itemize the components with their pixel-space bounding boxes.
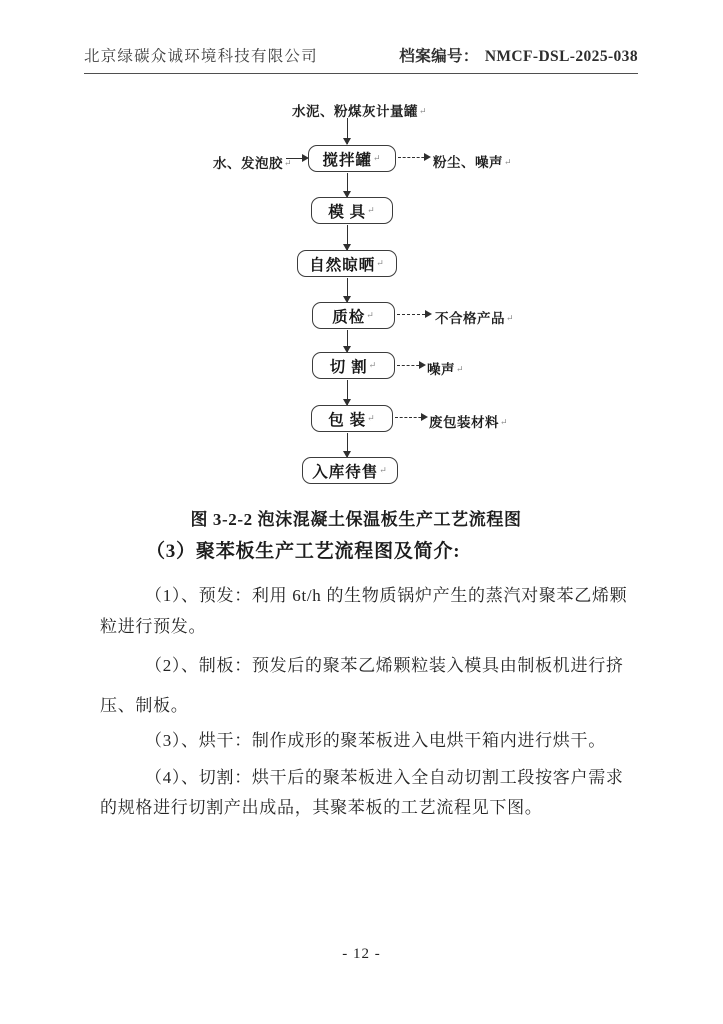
flow-input-label: 水、发泡胶↵: [213, 156, 293, 171]
paragraph-line: 粒进行预发。: [100, 617, 207, 636]
paragraph-line: （4）、切割：烘干后的聚苯板进入全自动切割工段按客户需求: [145, 768, 624, 787]
emission-label-noise: 噪声↵: [427, 362, 465, 377]
emission-label-rejects: 不合格产品↵: [435, 311, 515, 326]
return-mark: ↵: [419, 106, 428, 116]
archive-label: 档案编号：: [399, 48, 479, 65]
flow-arrow-down: [347, 118, 348, 144]
paragraph-line: 压、制板。: [100, 696, 189, 715]
return-mark: ↵: [379, 465, 388, 475]
flow-source-label: 水泥、粉煤灰计量罐↵: [292, 104, 428, 119]
flow-node-mold: 模 具 ↵: [311, 197, 393, 224]
return-mark: ↵: [372, 153, 382, 163]
return-mark: ↵: [367, 413, 376, 423]
flow-node-quality-inspection: 质检 ↵: [312, 302, 395, 329]
paragraph-line: （2）、制板：预发后的聚苯乙烯颗粒装入模具由制板机进行挤: [145, 656, 624, 675]
archive-number-field: [399, 44, 638, 66]
archive-number: NMCF-DSL-2025-038: [484, 48, 638, 65]
return-mark: ↵: [504, 157, 513, 167]
flow-node-packaging: 包 装 ↵: [311, 405, 393, 432]
emission-arrow-dashed: [395, 417, 426, 418]
return-mark: ↵: [367, 205, 376, 215]
emission-label-dust-noise: 粉尘、噪声↵: [433, 155, 513, 170]
company-name: 北京绿碳众诚环境科技有限公司: [84, 48, 318, 65]
flow-arrow-right: [286, 158, 307, 159]
flow-arrow-down: [347, 225, 348, 250]
return-mark: ↵: [376, 258, 385, 268]
flow-arrow-down: [347, 173, 348, 197]
flow-node-cutting: 切 割 ↵: [312, 352, 395, 379]
return-mark: ↵: [368, 360, 378, 370]
section-heading: （3）聚苯板生产工艺流程图及简介:: [146, 541, 461, 562]
flow-arrow-down: [347, 433, 348, 457]
page-number: - 12 -: [342, 946, 381, 962]
paragraph-line: （3）、烘干：制作成形的聚苯板进入电烘干箱内进行烘干。: [145, 731, 606, 750]
flow-node-mixing-tank: 搅拌罐 ↵: [308, 145, 396, 172]
flow-node-warehouse: 入库待售 ↵: [302, 457, 398, 484]
emission-label-waste-packaging: 废包装材料↵: [429, 415, 509, 430]
emission-arrow-dashed: [397, 365, 424, 366]
flow-node-natural-drying: 自然晾晒 ↵: [297, 250, 397, 277]
emission-arrow-dashed: [398, 157, 429, 158]
flow-arrow-down: [347, 380, 348, 405]
page-header: [84, 44, 638, 74]
flow-arrow-down: [347, 278, 348, 302]
figure-caption: 图 3-2-2 泡沫混凝土保温板生产工艺流程图: [190, 510, 522, 529]
return-mark: ↵: [506, 313, 515, 323]
return-mark: ↵: [500, 417, 509, 427]
return-mark: ↵: [366, 310, 375, 320]
return-mark: ↵: [456, 364, 465, 374]
flow-arrow-down: [347, 330, 348, 352]
paragraph-line: 的规格进行切割产出成品，其聚苯板的工艺流程见下图。: [100, 798, 543, 817]
return-mark: ↵: [284, 158, 293, 168]
emission-arrow-dashed: [397, 314, 430, 315]
paragraph-line: （1）、预发：利用 6t/h 的生物质锅炉产生的蒸汽对聚苯乙烯颗: [145, 586, 628, 605]
